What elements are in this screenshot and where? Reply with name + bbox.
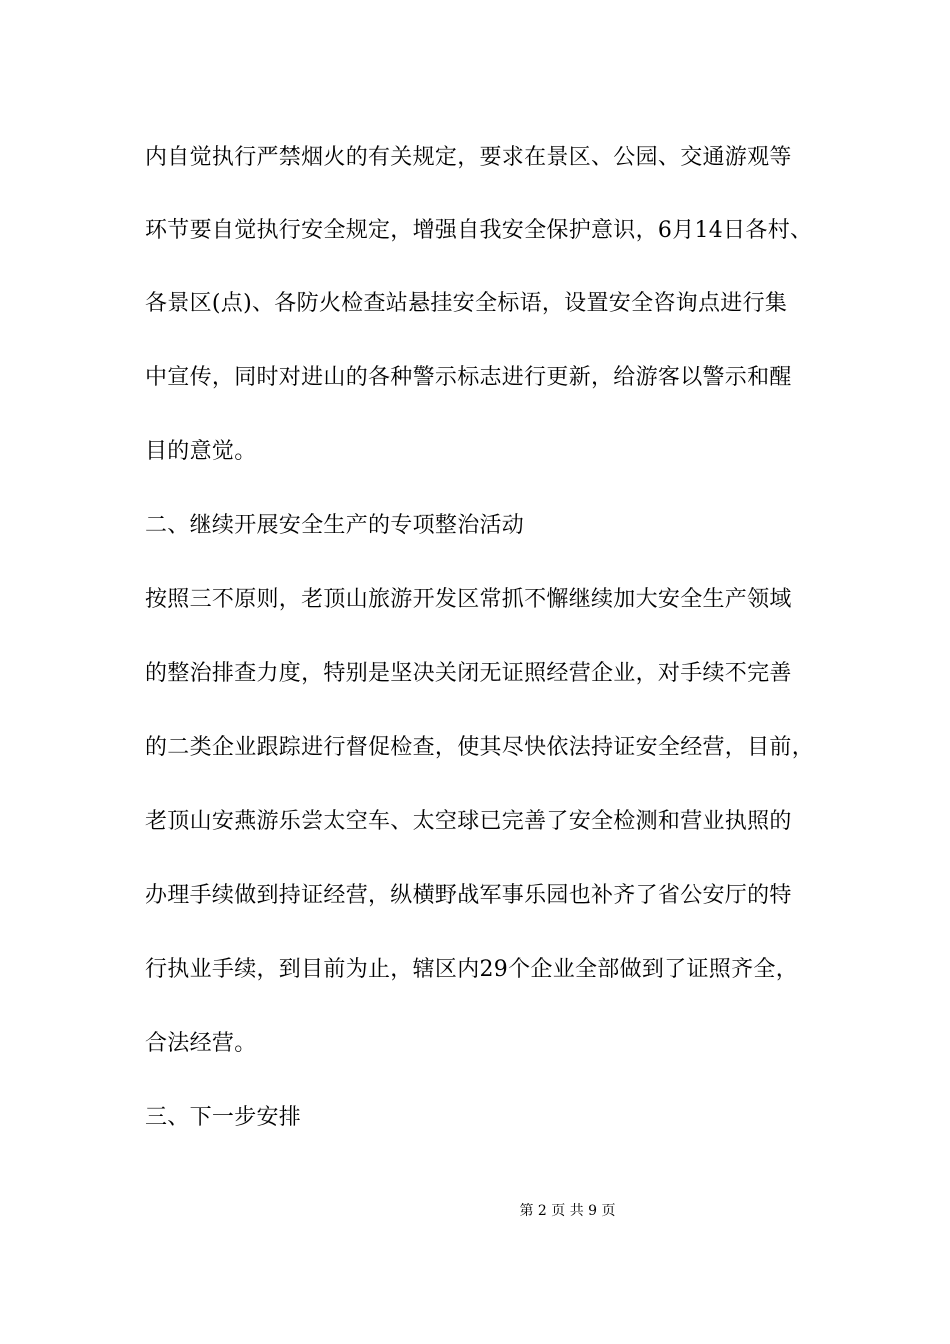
paragraph-line: 的二类企业跟踪进行督促检查，使其尽快依法持证安全经营，目前， [145, 735, 815, 760]
paragraph-line: 行执业手续，到目前为止，辖区内29个企业全部做到了证照齐全， [145, 957, 798, 982]
page-number-footer: 第 2 页 共 9 页 [519, 1203, 616, 1219]
paragraph-line: 环节要自觉执行安全规定，增强自我安全保护意识，6月14日各村、 [145, 218, 813, 243]
paragraph-line: 目的意觉。 [145, 439, 257, 464]
paragraph-line: 按照三不原则，老顶山旅游开发区常抓不懈继续加大安全生产领域 [145, 587, 792, 612]
section-heading: 三、下一步安排 [145, 1105, 302, 1130]
paragraph-line: 内自觉执行严禁烟火的有关规定，要求在景区、公园、交通游观等 [145, 145, 792, 170]
section-heading: 二、继续开展安全生产的专项整治活动 [145, 513, 525, 538]
paragraph-line: 办理手续做到持证经营，纵横野战军事乐园也补齐了省公安厅的特 [145, 883, 792, 908]
paragraph-line: 的整治排查力度，特别是坚决关闭无证照经营企业，对手续不完善 [145, 661, 792, 686]
paragraph-line: 中宣传，同时对进山的各种警示标志进行更新，给游客以警示和醒 [145, 365, 792, 390]
paragraph-line: 老顶山安燕游乐尝太空车、太空球已完善了安全检测和营业执照的 [145, 809, 792, 834]
paragraph-line: 合法经营。 [145, 1031, 257, 1056]
paragraph-line: 各景区(点)、各防火检查站悬挂安全标语，设置安全咨询点进行集 [145, 291, 788, 316]
